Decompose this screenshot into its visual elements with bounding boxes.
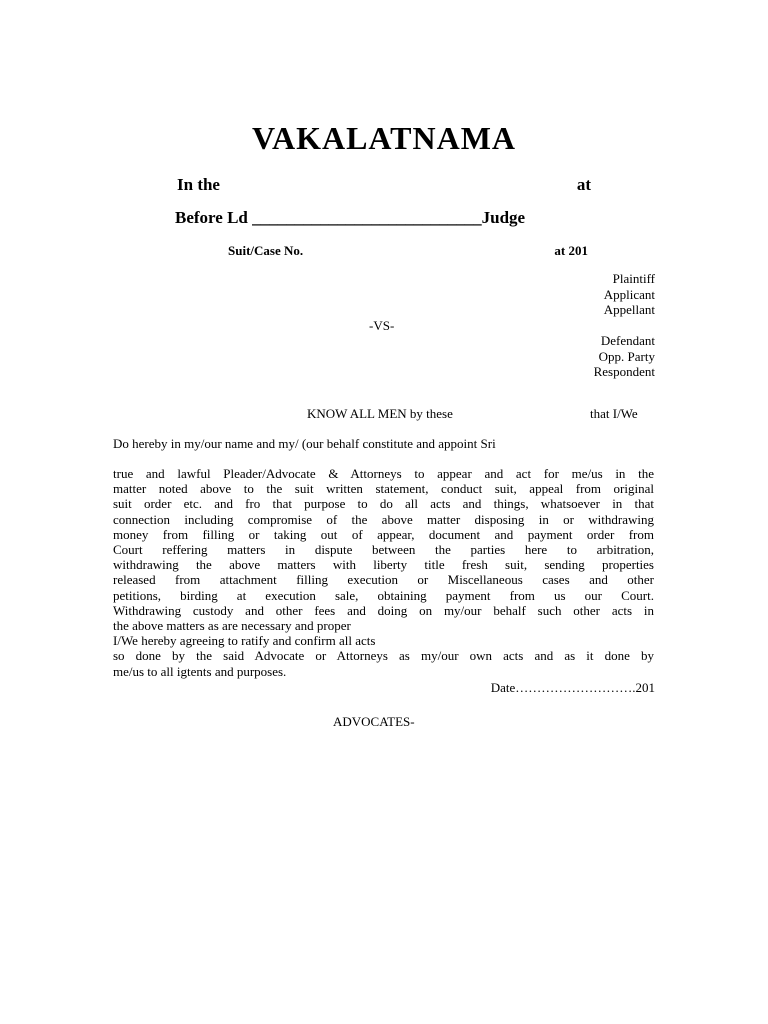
court-line (177, 175, 593, 195)
year-label: at 201 (554, 243, 588, 258)
versus-label: -VS- (369, 318, 395, 333)
paragraph-line: I/We hereby agreeing to ratify and confirm all acts (113, 633, 376, 649)
document-title: VAKALATNAMA (251, 120, 517, 156)
authority-paragraph (113, 466, 654, 679)
appointment-line: Do hereby in my/our name and my/ (our behalf constitute and appoint Sri (113, 436, 496, 451)
party-role: Defendant (600, 333, 655, 348)
paragraph-line: the above matters as are necessary and proper (113, 618, 351, 634)
party-second-block (594, 333, 655, 380)
paragraph-line: released from attachment filling execution or Miscellaneous cases and other (113, 572, 654, 588)
paragraph-line: matter noted above to the suit written statement, conduct suit, appeal from original (113, 481, 654, 497)
in-the-label: In the (177, 175, 220, 194)
advocates-label: ADVOCATES- (333, 714, 415, 729)
paragraph-line: money from filling or taking out of appear, document and payment order from (113, 526, 654, 542)
paragraph-line: me/us to all igtents and purposes. (113, 663, 287, 679)
suit-case-line (228, 243, 588, 259)
judge-line: Before Ld ___________________________Judge (175, 208, 526, 227)
that-iwe-text: that I/We (590, 406, 638, 421)
date-line: Date……………………….201 (490, 680, 655, 695)
party-role: Respondent (593, 364, 655, 379)
know-all-men-text: KNOW ALL MEN by these (307, 406, 453, 421)
paragraph-line: petitions, birding at execution sale, obtaining payment from us our Court. (113, 587, 654, 603)
party-role: Plaintiff (612, 271, 655, 286)
at-label: at (576, 175, 591, 194)
party-role: Applicant (603, 286, 655, 302)
suit-case-label: Suit/Case No. (228, 243, 304, 258)
paragraph-line: withdrawing the above matters with liberty title fresh suit, sending properties (113, 557, 654, 573)
paragraph-line: Withdrawing custody and other fees and doing on my/our behalf such other acts in (113, 602, 654, 618)
party-role: Opp. Party (598, 348, 655, 364)
party-role: Appellant (603, 302, 655, 317)
party-first-block (604, 271, 655, 318)
paragraph-line: Court reffering matters in dispute between the parties here to arbitration, (113, 542, 654, 558)
paragraph-line: suit order etc. and fro that purpose to do all acts and things, whatsoever in that (113, 496, 654, 512)
paragraph-line: connection including compromise of the above matter disposing in or withdrawing (113, 511, 654, 527)
paragraph-line: true and lawful Pleader/Advocate & Attorneys to appear and act for me/us in the (113, 466, 654, 481)
paragraph-line: so done by the said Advocate or Attorneys as my/our own acts and as it done by (113, 648, 654, 664)
